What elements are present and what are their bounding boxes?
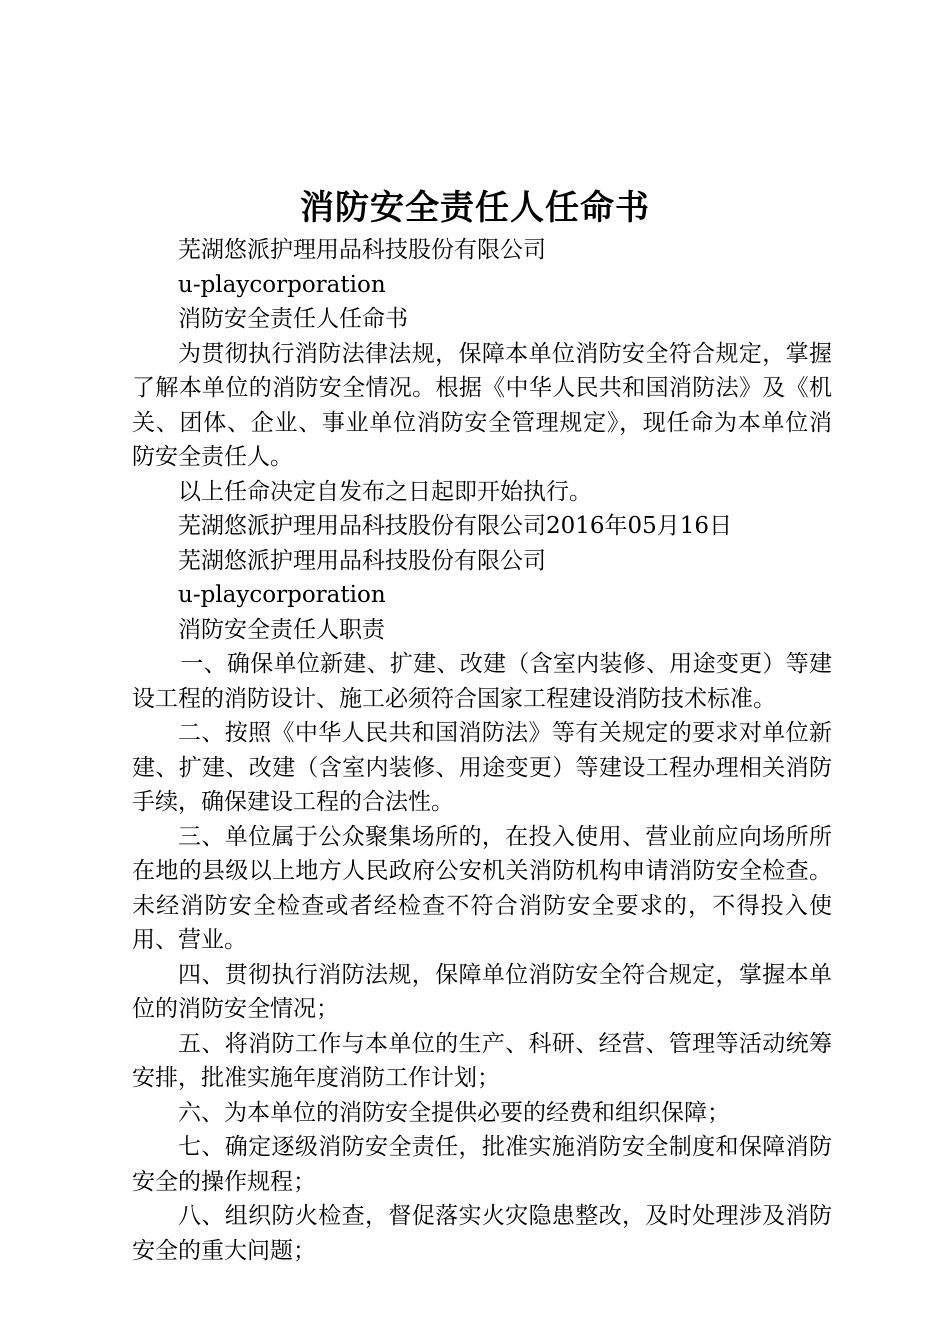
duty-item-5: 五、将消防工作与本单位的生产、科研、经营、管理等活动统筹安排，批准实施年度消防工作计划；	[132, 1030, 832, 1091]
duty-item-7: 七、确定逐级消防安全责任，批准实施消防安全制度和保障消防安全的操作规程；	[132, 1134, 832, 1195]
company-english-name-line-2: u-playcorporation	[178, 582, 386, 608]
document-body	[132, 233, 832, 1268]
duty-item-4: 四、贯彻执行消防法规，保障单位消防安全符合规定，掌握本单位的消防安全情况；	[132, 961, 832, 1022]
duty-item-3: 三、单位属于公众聚集场所的，在投入使用、营业前应向场所所在地的县级以上地方人民政府公安机关消防机构申请消防安全检查。未经消防安全检查或者经检查不符合消防安全要求的，不得投入使用、营业。	[132, 823, 832, 953]
company-name-line: 芜湖悠派护理用品科技股份有限公司	[178, 237, 546, 263]
duty-item-8: 八、组织防火检查，督促落实火灾隐患整改，及时处理涉及消防安全的重大问题；	[132, 1203, 832, 1264]
appointment-paragraph: 为贯彻执行消防法律法规，保障本单位消防安全符合规定，掌握了解本单位的消防安全情况。根据《中华人民共和国消防法》及《机关、团体、企业、事业单位消防安全管理规定》，现任命为本单位消防安全责任人。	[132, 340, 832, 470]
duty-item-1: 一、确保单位新建、扩建、改建（含室内装修、用途变更）等建设工程的消防设计、施工必须符合国家工程建设消防技术标准。	[132, 651, 832, 712]
signature-date-line: 芜湖悠派护理用品科技股份有限公司2016年05月16日	[178, 513, 733, 539]
company-english-name-line: u-playcorporation	[178, 271, 386, 298]
duties-heading-line: 消防安全责任人职责	[178, 616, 385, 643]
company-name-line-2: 芜湖悠派护理用品科技股份有限公司	[178, 547, 546, 574]
duty-item-2: 二、按照《中华人民共和国消防法》等有关规定的要求对单位新建、扩建、改建（含室内装修、用途变更）等建设工程办理相关消防手续，确保建设工程的合法性。	[132, 720, 832, 815]
document-title: 消防安全责任人任命书	[300, 188, 650, 228]
effective-statement-paragraph: 以上任命决定自发布之日起即开始执行。	[178, 478, 592, 505]
appointment-heading-line: 消防安全责任人任命书	[178, 306, 408, 332]
duty-item-6: 六、为本单位的消防安全提供必要的经费和组织保障；	[178, 1099, 730, 1126]
